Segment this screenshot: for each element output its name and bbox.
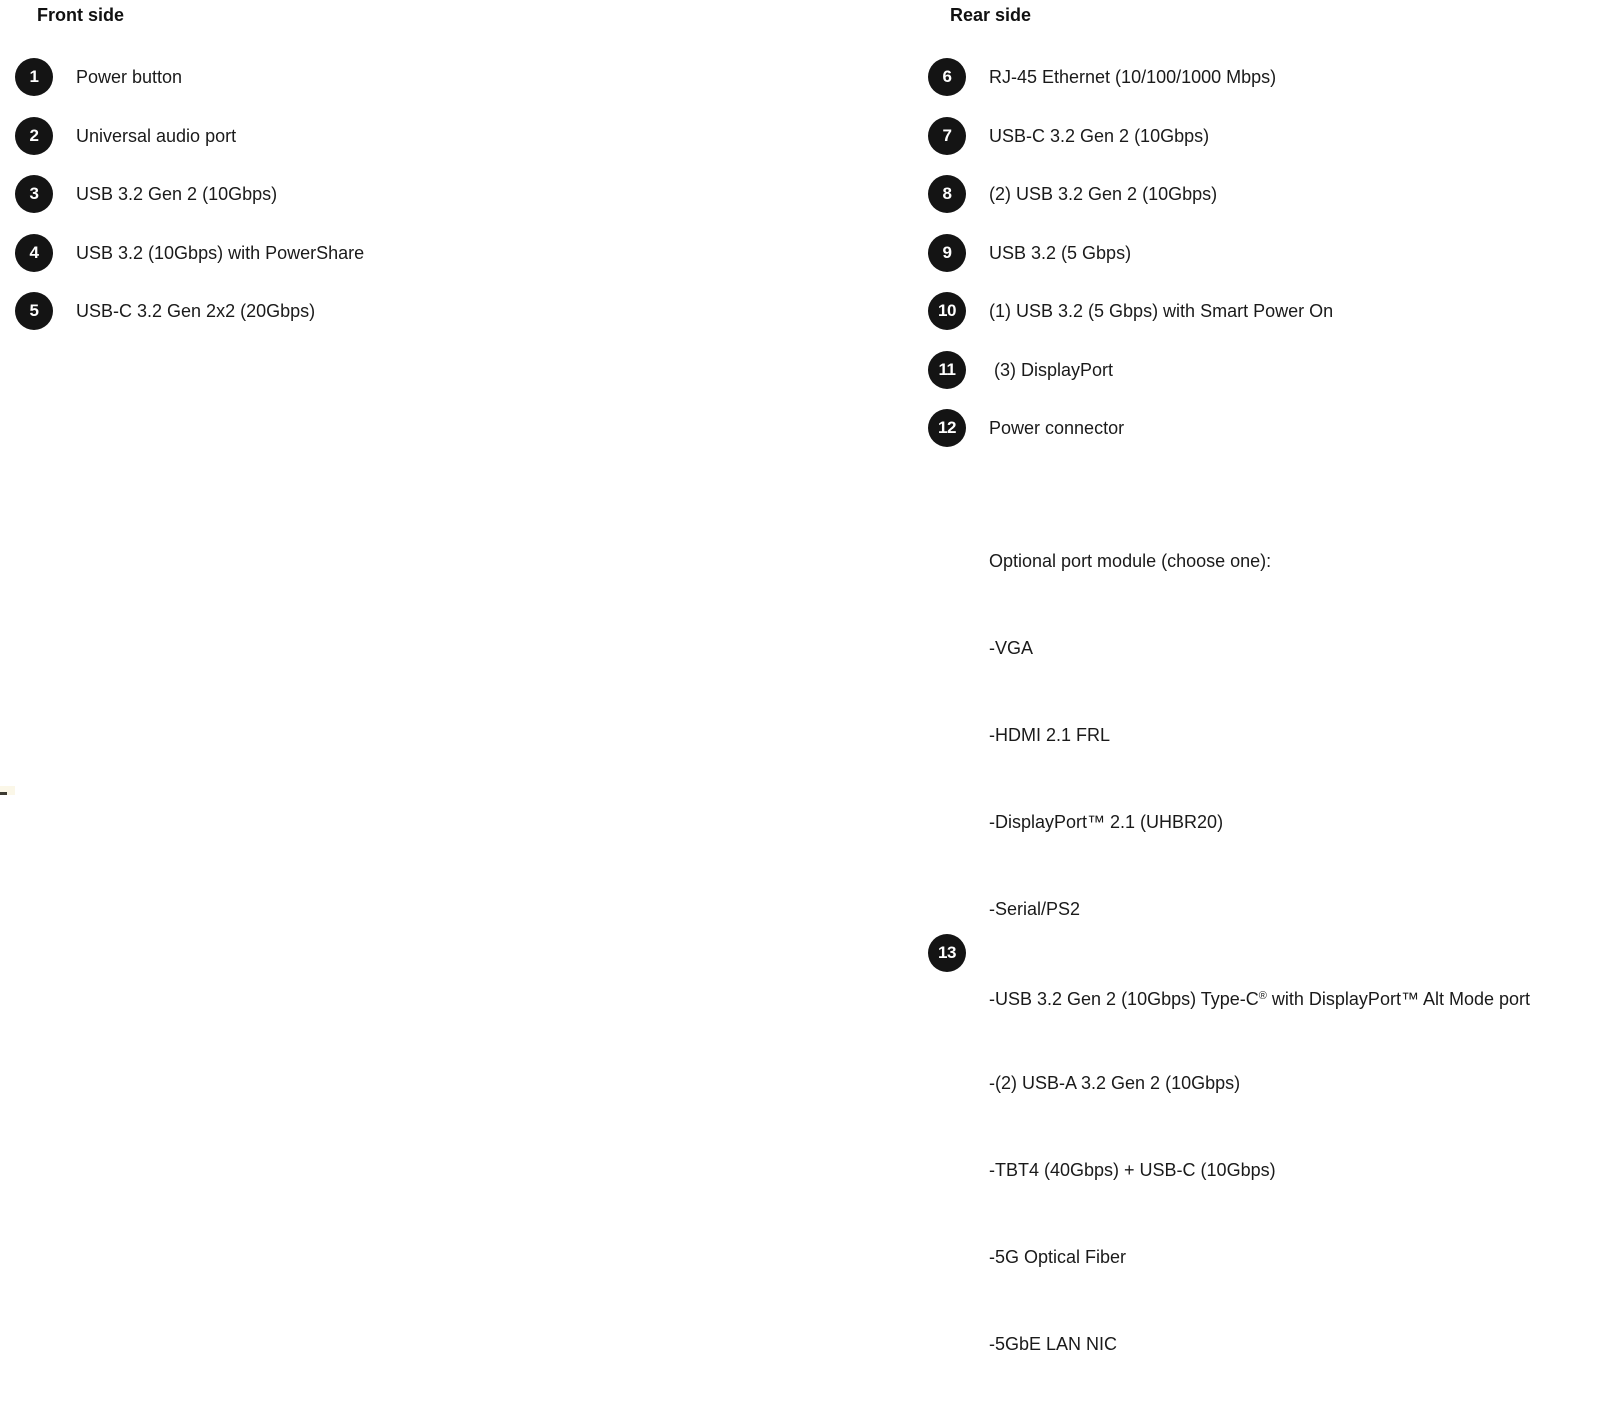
- port-label: USB 3.2 (5 Gbps): [989, 242, 1132, 263]
- optional-module-line-serial-ps2: -Serial/PS2: [989, 899, 1081, 919]
- port-label: (1) USB 3.2 (5 Gbps) with Smart Power On: [989, 301, 1334, 321]
- port-item-5: [15, 292, 875, 330]
- port-number: 3: [29, 184, 39, 203]
- port-number-badge: [15, 117, 53, 155]
- optional-module-line-hdmi: -HDMI 2.1 FRL: [989, 725, 1111, 745]
- port-item-2: [15, 117, 875, 155]
- port-item-6: [928, 58, 1608, 96]
- port-label: USB 3.2 (10Gbps) with PowerShare: [76, 242, 365, 263]
- optional-module-line-vga: -VGA: [989, 638, 1034, 658]
- port-number-badge: [15, 292, 53, 330]
- usb-type-c-suffix: with DisplayPort™ Alt Mode port: [1266, 989, 1531, 1009]
- port-label: Universal audio port: [76, 125, 237, 146]
- port-label: USB 3.2 Gen 2 (10Gbps): [76, 184, 278, 204]
- front-side-heading: Front side: [37, 5, 125, 25]
- usb-type-c-prefix: -USB 3.2 Gen 2 (10Gbps) Type-C: [989, 989, 1259, 1009]
- port-number: 2: [29, 125, 39, 145]
- port-number: 13: [938, 943, 956, 962]
- port-number: 6: [942, 67, 952, 86]
- port-item-9: [928, 234, 1608, 272]
- port-item-12: [928, 409, 1608, 447]
- port-number: 7: [942, 125, 952, 145]
- port-number: 5: [29, 301, 39, 320]
- front-side-list: [15, 58, 875, 330]
- optional-module-line-tbt4: -TBT4 (40Gbps) + USB-C (10Gbps): [989, 1160, 1276, 1180]
- port-number-badge: [15, 234, 53, 272]
- registered-trademark-symbol: ®: [1258, 990, 1267, 1002]
- port-number-badge: [15, 175, 53, 213]
- port-item-11: [928, 351, 1608, 389]
- port-label: USB-C 3.2 Gen 2x2 (20Gbps): [76, 301, 316, 321]
- port-number: 9: [942, 242, 952, 262]
- port-label: Power button: [76, 67, 183, 87]
- port-number-badge: [928, 409, 966, 447]
- port-number: 1: [29, 67, 39, 86]
- port-number-badge: [928, 292, 966, 330]
- optional-module-line-optical-fiber: -5G Optical Fiber: [989, 1247, 1127, 1267]
- optional-module-line-lan-nic: -5GbE LAN NIC: [989, 1334, 1118, 1354]
- port-item-7: [928, 117, 1608, 155]
- port-label: Power connector: [989, 418, 1125, 438]
- port-label: USB-C 3.2 Gen 2 (10Gbps): [989, 125, 1210, 146]
- rear-side-heading: Rear side: [950, 5, 1032, 25]
- port-number-badge: [928, 175, 966, 213]
- front-side-column: [15, 0, 875, 351]
- port-number: 10: [938, 301, 956, 320]
- port-item-4: [15, 234, 875, 272]
- port-number: 11: [938, 359, 956, 379]
- optional-module-line-usb-a: -(2) USB-A 3.2 Gen 2 (10Gbps): [989, 1073, 1241, 1093]
- port-item-3: [15, 175, 875, 213]
- port-number: 4: [29, 242, 39, 262]
- port-number-badge: [928, 934, 966, 972]
- port-item-10: [928, 292, 1608, 330]
- rear-side-column: [928, 0, 1608, 1417]
- optional-module-title: Optional port module (choose one):: [989, 551, 1272, 571]
- port-item-8: [928, 175, 1608, 213]
- clipped-element-fragment-dark: [0, 792, 7, 795]
- port-number-badge: [15, 58, 53, 96]
- port-item-13: [928, 489, 1608, 1417]
- port-number-badge: [928, 58, 966, 96]
- optional-module-line-usb-type-c: [989, 982, 1530, 1011]
- rear-side-list: [928, 58, 1608, 1417]
- port-item-1: [15, 58, 875, 96]
- port-label: (2) USB 3.2 Gen 2 (10Gbps): [989, 184, 1218, 204]
- port-number-badge: [928, 117, 966, 155]
- port-number: 8: [942, 184, 952, 203]
- port-label: RJ-45 Ethernet (10/100/1000 Mbps): [989, 67, 1277, 87]
- port-number-badge: [928, 351, 966, 389]
- optional-module-line-displayport: -DisplayPort™ 2.1 (UHBR20): [989, 812, 1224, 832]
- port-label: (3) DisplayPort: [989, 359, 1114, 380]
- port-number: 12: [938, 418, 956, 437]
- port-number-badge: [928, 234, 966, 272]
- optional-module-lines: [989, 489, 1530, 1417]
